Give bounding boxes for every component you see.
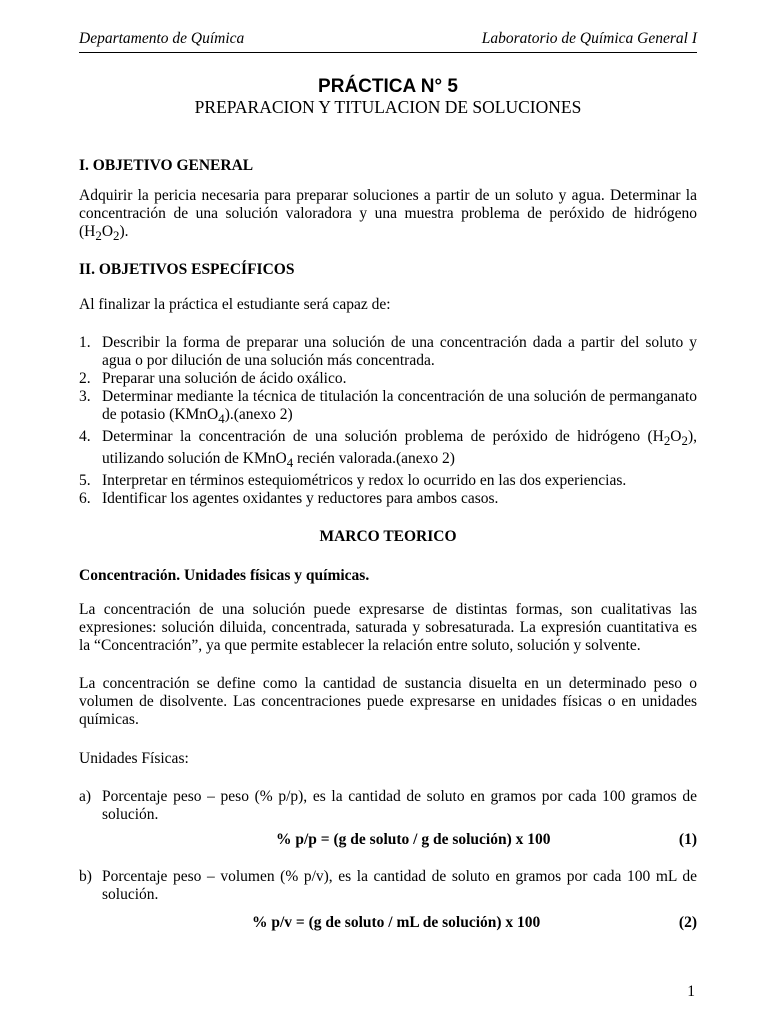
units-label: Unidades Físicas: — [79, 750, 189, 767]
list-item: 1. Describir la forma de preparar una solución de una concentración dada a partir del soluto y agua o por dilución de una solución más concentrada. — [79, 334, 697, 369]
section2-intro: Al finalizar la práctica el estudiante será capaz de: — [79, 296, 391, 313]
unit-a — [79, 788, 697, 824]
practice-subtitle: PREPARACION Y TITULACION DE SOLUCIONES — [194, 97, 582, 117]
list-item: 3. Determinar mediante la técnica de titulación la concentración de una solución de permanganato de potasio (KMnO$_4$).(anexo 2) — [79, 388, 697, 427]
page-number: 1 — [687, 983, 695, 1000]
unit-b — [79, 868, 697, 904]
formula-1-expression: % p/p = (g de soluto / g de solución) x 100 — [276, 831, 551, 848]
unit-b-label: b) — [79, 868, 92, 885]
specific-objectives-list — [79, 334, 697, 508]
section2-heading: II. OBJETIVOS ESPECÍFICOS — [79, 261, 295, 278]
section1-heading: I. OBJETIVO GENERAL — [79, 157, 254, 174]
list-item: 5. Interpretar en términos estequiométricos y redox lo ocurrido en las dos experiencias. — [79, 472, 627, 490]
formula-2-number: (2) — [678, 914, 697, 931]
list-item: 4. Determinar la concentración de una solución problema de peróxido de hidrógeno $(H_2O_2)$, utilizando solución de KMnO$_4$ recién valorada.(anexo 2) — [79, 428, 697, 471]
formula-1-number: (1) — [678, 831, 697, 848]
marco-subheading: Concentración. Unidades físicas y químicas. — [79, 567, 370, 584]
header-department: Departamento de Química — [79, 30, 245, 47]
section1-text: Adquirir la pericia necesaria para preparar soluciones a partir de un soluto y agua. Determinar la concentración de una solución valoradora y una muestra problema de peróxido de hidrógeno $(H_2O_2)$. — [79, 187, 697, 244]
list-item: 2. Preparar una solución de ácido oxálico. — [79, 370, 347, 387]
header-course: Laboratorio de Química General I — [481, 30, 697, 47]
marco-paragraph-1: La concentración de una solución puede expresarse de distintas formas, son cualitativas las expresiones: solución diluida, concentrada, saturada y sobresaturada. La expresión cuantitativa es la “Concentración”, ya que permite establecer la relación entre soluto, solución y solvente. — [79, 601, 697, 654]
unit-a-label: a) — [79, 788, 92, 805]
unit-b-text: Porcentaje peso – volumen (% p/v), es la cantidad de soluto en gramos por cada 100 mL de solución. — [102, 868, 697, 903]
practice-title: PRÁCTICA N° 5 — [318, 76, 458, 97]
page-header — [79, 30, 697, 53]
formula-2-expression: % p/v = (g de soluto / mL de solución) x 100 — [252, 914, 541, 931]
marco-heading: MARCO TEORICO — [319, 528, 457, 545]
marco-paragraph-2: La concentración se define como la cantidad de sustancia disuelta en un determinado peso o volumen de disolvente. Las concentraciones puede expresarse en unidades físicas o en unidades químicas. — [79, 675, 697, 728]
unit-a-text: Porcentaje peso – peso (% p/p), es la cantidad de soluto en gramos por cada 100 gramos de solución. — [102, 788, 697, 823]
list-item: 6. Identificar los agentes oxidantes y reductores para ambos casos. — [79, 490, 499, 508]
